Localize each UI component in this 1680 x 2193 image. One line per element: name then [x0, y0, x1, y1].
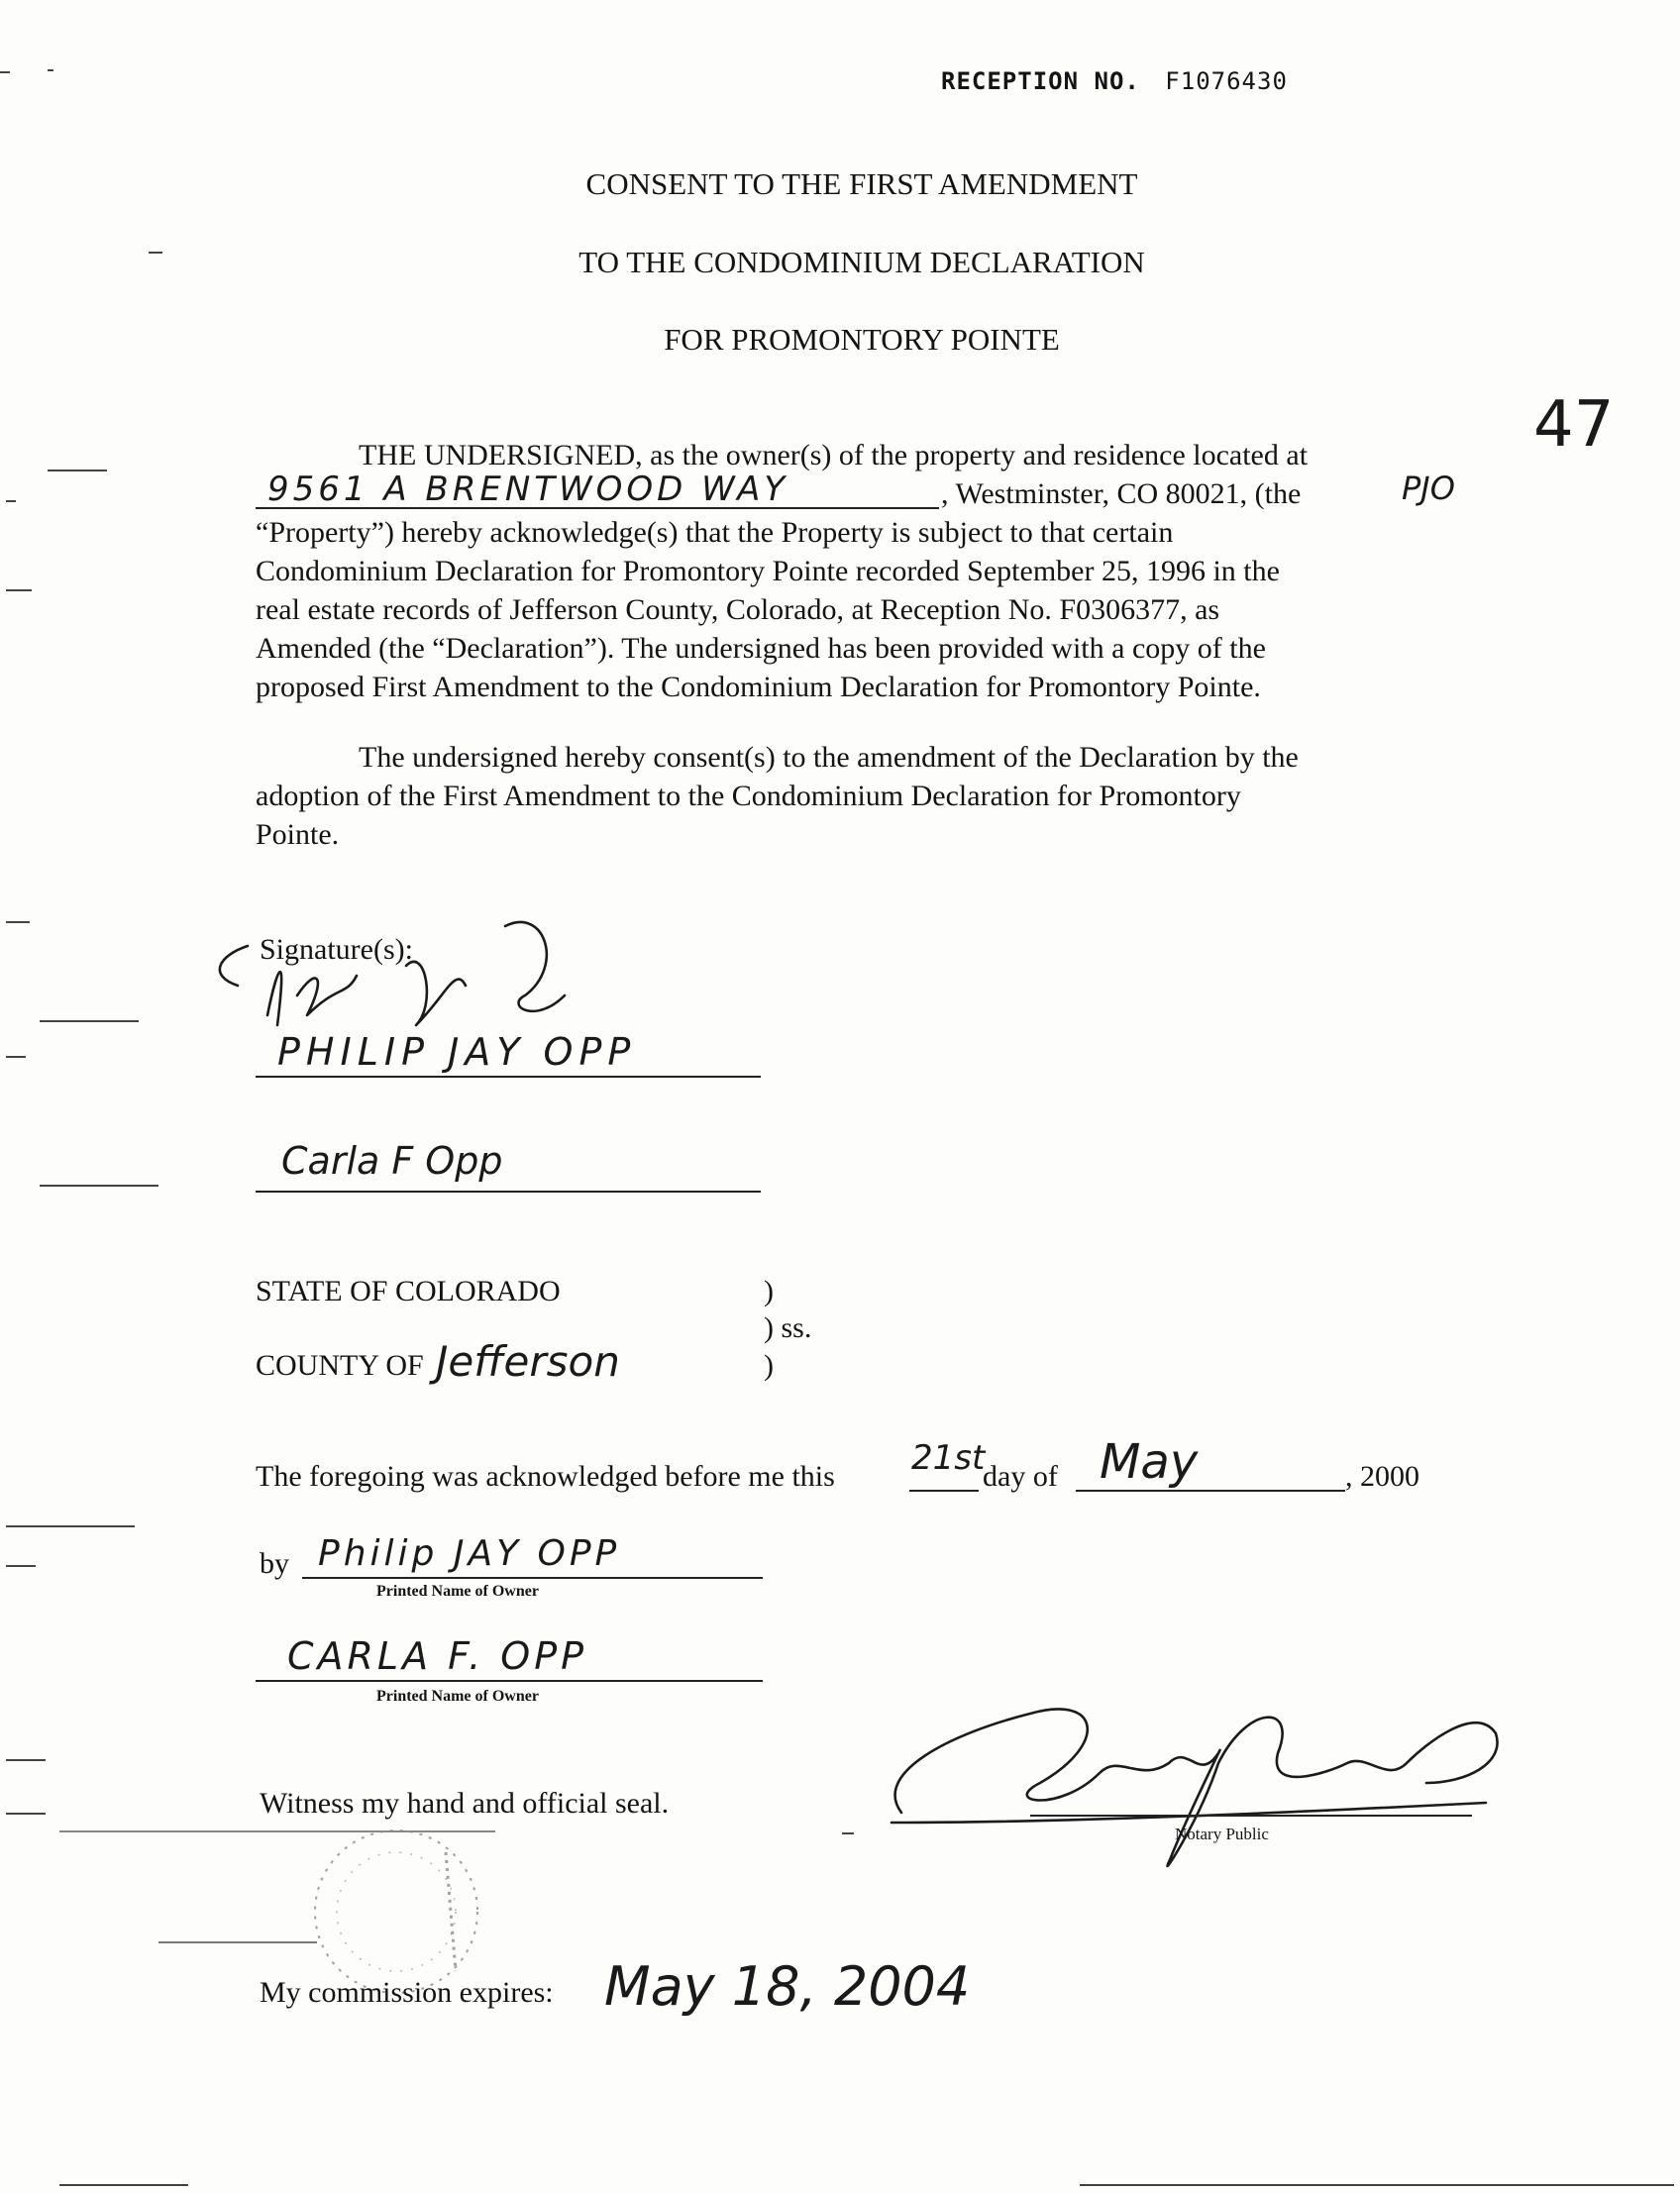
- scan-speck: [40, 1020, 139, 1022]
- scan-speck: [149, 252, 162, 254]
- day-handwritten: 21st: [911, 1438, 986, 1478]
- signature-1-printed: PHILIP JAY OPP: [277, 1030, 637, 1074]
- reception-label: RECEPTION NO.: [941, 67, 1140, 95]
- month-handwritten: May: [1100, 1434, 1199, 1490]
- witness-text: Witness my hand and official seal.: [260, 1787, 670, 1820]
- county-handwritten: Jefferson: [436, 1337, 620, 1386]
- scan-speck: [158, 1941, 317, 1943]
- month-field: [1076, 1434, 1345, 1492]
- address-field: [256, 470, 939, 511]
- scan-speck: [48, 69, 53, 71]
- address-handwritten: 9561 A BRENTWOOD WAY: [267, 470, 789, 509]
- signature-1-field: [256, 1030, 761, 1078]
- paragraph2-line2: adoption of the First Amendment to the Condominium Declaration for Promontory: [256, 780, 1241, 812]
- commission-date-handwritten: May 18, 2004: [604, 1955, 971, 2018]
- signature-2-underline: [256, 1191, 761, 1193]
- printed-name-label-2: Printed Name of Owner: [376, 1688, 539, 1705]
- paragraph1-city-zip: , Westminster, CO 80021, (the: [941, 477, 1302, 510]
- scan-speck: [842, 1832, 854, 1834]
- scan-speck: [0, 71, 10, 73]
- by-label: by: [260, 1547, 289, 1580]
- scan-speck: [59, 2184, 188, 2186]
- paragraph1-line6: Amended (the “Declaration”). The undersigned has been provided with a copy of the: [256, 632, 1266, 665]
- scan-speck: [59, 1830, 495, 1832]
- day-of-label: day of: [983, 1460, 1058, 1493]
- ss-label: ) ss.: [764, 1311, 812, 1344]
- notary-signature: [872, 1674, 1506, 1882]
- scan-speck: [1080, 2184, 1674, 2186]
- notary-line: [1030, 1815, 1472, 1823]
- scan-speck: [6, 589, 32, 591]
- scan-speck: [6, 921, 30, 923]
- scan-speck: [6, 1525, 135, 1527]
- title-line-3: FOR PROMONTORY POINTE: [664, 322, 1060, 357]
- owner2-handwritten: CARLA F. OPP: [287, 1634, 588, 1678]
- county-paren: ): [764, 1349, 774, 1382]
- signature-2-field: [256, 1139, 761, 1193]
- owner1-field: [302, 1533, 763, 1579]
- title-line-1: CONSENT TO THE FIRST AMENDMENT: [585, 166, 1138, 201]
- commission-label: My commission expires:: [260, 1976, 554, 2009]
- state-paren: ): [764, 1275, 774, 1307]
- scan-speck: [6, 1813, 46, 1815]
- printed-name-label-1: Printed Name of Owner: [376, 1583, 539, 1600]
- state-label: STATE OF COLORADO: [256, 1275, 561, 1307]
- paragraph1-line4: Condominium Declaration for Promontory Pointe recorded September 25, 1996 in the: [256, 555, 1280, 587]
- paragraph2-line1: The undersigned hereby consent(s) to the amendment of the Declaration by the: [359, 741, 1299, 774]
- paragraph1-intro: THE UNDERSIGNED, as the owner(s) of the property and residence located at: [359, 439, 1309, 471]
- signatures-label: Signature(s):: [260, 933, 413, 966]
- day-field: [909, 1438, 986, 1492]
- signature-2-handwritten: Carla F Opp: [281, 1139, 503, 1183]
- paragraph2-line3: Pointe.: [256, 818, 340, 851]
- initials-handwritten: PJO: [1402, 470, 1455, 507]
- scan-speck: [48, 470, 107, 471]
- county-label: COUNTY OF: [256, 1349, 424, 1382]
- reception-value: F1076430: [1165, 67, 1288, 95]
- owner2-underline: [256, 1680, 763, 1682]
- scan-speck: [6, 1759, 46, 1761]
- notary-public-label: Notary Public: [1175, 1825, 1269, 1843]
- month-underline: [1076, 1490, 1345, 1492]
- acknowledged-prefix: The foregoing was acknowledged before me this: [256, 1460, 835, 1493]
- paragraph1-line5: real estate records of Jefferson County, Colorado, at Reception No. F0306377, as: [256, 593, 1220, 626]
- scan-speck: [40, 1185, 158, 1187]
- owner1-handwritten: Philip JAY OPP: [318, 1533, 621, 1574]
- scan-speck: [6, 1056, 26, 1058]
- owner1-underline: [302, 1577, 763, 1579]
- day-underline: [909, 1490, 979, 1492]
- owner2-field: [256, 1634, 763, 1682]
- reception-number: [941, 67, 1288, 95]
- paragraph1-line3: “Property”) hereby acknowledge(s) that the Property is subject to that certain: [256, 516, 1174, 549]
- year-label: , 2000: [1345, 1460, 1419, 1493]
- scan-speck: [6, 500, 16, 502]
- signature-1-underline: [256, 1076, 761, 1078]
- scan-speck: [6, 1565, 36, 1567]
- title-line-2: TO THE CONDOMINIUM DECLARATION: [578, 245, 1145, 279]
- margin-number: 47: [1533, 388, 1615, 462]
- paragraph1-line7: proposed First Amendment to the Condominium Declaration for Promontory Pointe.: [256, 671, 1261, 703]
- notary-underline: [1030, 1815, 1472, 1817]
